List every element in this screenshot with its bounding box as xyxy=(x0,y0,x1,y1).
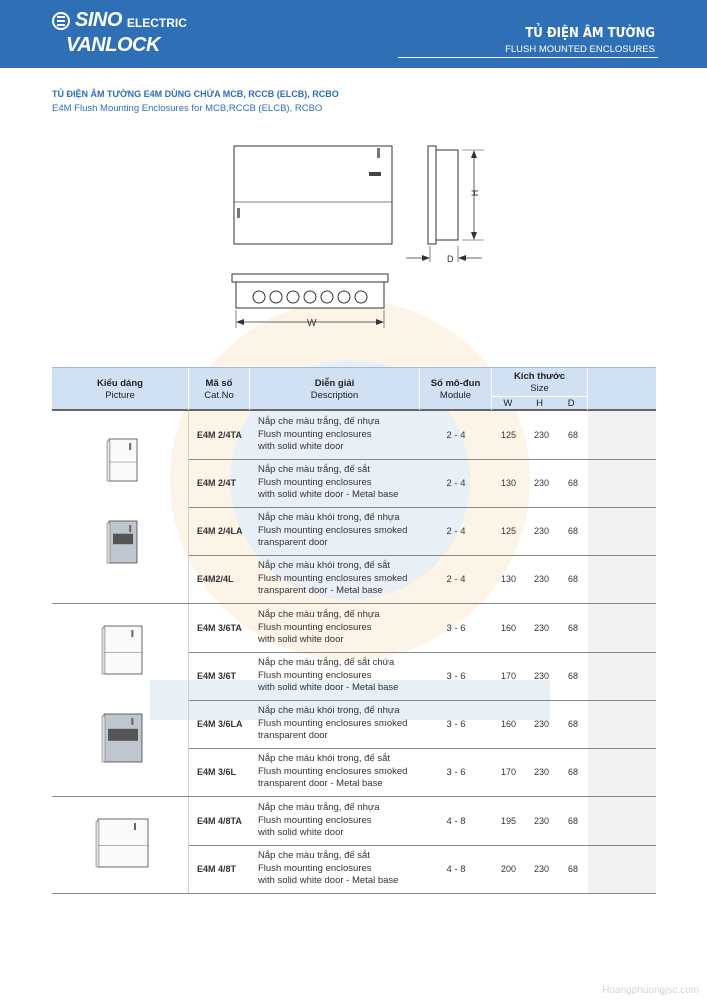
height-cell: 230 xyxy=(533,719,550,729)
description-cell xyxy=(250,797,418,845)
depth-cell: 68 xyxy=(567,526,578,536)
width-cell: 160 xyxy=(500,719,517,729)
cat-no-cell: E4M 2/4T xyxy=(197,478,237,488)
blank-cell xyxy=(588,507,656,555)
table-header xyxy=(52,367,656,411)
header-picture: Kiểu dáng Picture xyxy=(52,368,189,410)
width-cell: 125 xyxy=(500,526,517,536)
product-table xyxy=(52,367,656,894)
description-line: with solid white door - Metal base xyxy=(258,682,399,694)
table-row xyxy=(52,845,656,893)
cat-no-cell: E4M 2/4LA xyxy=(197,526,243,536)
row-separator xyxy=(189,845,656,846)
header-title: TỦ ĐIỆN ÂM TƯỜNG xyxy=(525,26,655,41)
footer-watermark: Hoangphuongjsc.com xyxy=(602,985,699,996)
blank-cell xyxy=(588,411,656,459)
module-cell: 2 - 4 xyxy=(446,477,466,489)
description-line: Flush mounting enclosures xyxy=(258,862,372,874)
description-line: Nắp che màu khói trong, đế sắt xyxy=(258,560,391,572)
module-cell: 3 - 6 xyxy=(446,670,466,682)
module-cell: 2 - 4 xyxy=(446,573,466,585)
width-cell: 170 xyxy=(500,767,517,777)
module-cell: 3 - 6 xyxy=(446,622,466,634)
blank-cell xyxy=(588,748,656,796)
depth-cell: 68 xyxy=(567,719,578,729)
header-size-h: H xyxy=(536,398,543,409)
description-cell xyxy=(250,411,418,459)
depth-cell: 68 xyxy=(567,864,578,874)
description-line: Nắp che màu khói trong, đế nhựa xyxy=(258,705,400,717)
width-cell: 200 xyxy=(500,864,517,874)
description-line: transparent door - Metal base xyxy=(258,585,383,597)
description-line: with solid white door - Metal base xyxy=(258,875,399,887)
module-cell: 3 - 6 xyxy=(446,766,466,778)
page-header xyxy=(0,0,707,68)
depth-cell: 68 xyxy=(567,574,578,584)
description-line: with solid white door xyxy=(258,634,344,646)
description-cell xyxy=(250,459,418,507)
description-line: Nắp che màu trắng, đế sắt xyxy=(258,850,370,862)
table-row xyxy=(52,459,656,507)
description-line: with solid white door - Metal base xyxy=(258,489,399,501)
description-line: transparent door xyxy=(258,537,328,549)
brand-vanlock: VANLOCK xyxy=(66,34,160,56)
description-line: Flush mounting enclosures smoked xyxy=(258,524,408,536)
description-line: with solid white door xyxy=(258,827,344,839)
header-subtitle: FLUSH MOUNTED ENCLOSURES xyxy=(505,44,655,55)
module-cell: 4 - 8 xyxy=(446,815,466,827)
blank-cell xyxy=(588,604,656,652)
dimension-label-h: H xyxy=(469,189,480,197)
row-separator xyxy=(189,459,656,460)
blank-cell xyxy=(588,555,656,603)
depth-cell: 68 xyxy=(567,671,578,681)
description-line: Flush mounting enclosures xyxy=(258,428,372,440)
height-cell: 230 xyxy=(533,816,550,826)
module-cell: 4 - 8 xyxy=(446,863,466,875)
description-line: with solid white door xyxy=(258,441,344,453)
description-line: transparent door xyxy=(258,730,328,742)
header-extra xyxy=(588,368,656,410)
module-cell: 2 - 4 xyxy=(446,525,466,537)
cat-no-cell: E4M 2/4TA xyxy=(197,430,242,440)
brand-electric: ELECTRIC xyxy=(126,15,187,30)
table-row xyxy=(52,652,656,700)
depth-cell: 68 xyxy=(567,767,578,777)
description-cell xyxy=(250,604,418,652)
row-separator xyxy=(189,700,656,701)
description-cell xyxy=(250,555,418,603)
section-subtitle: E4M Flush Mounting Enclosures for MCB,RCCB (ELCB), RCBO xyxy=(52,103,323,114)
row-separator xyxy=(189,555,656,556)
description-cell xyxy=(250,507,418,555)
description-line: Flush mounting enclosures smoked xyxy=(258,572,408,584)
header-description: Diễn giải Description xyxy=(250,368,420,410)
dimension-label-d: D xyxy=(447,254,454,264)
width-cell: 170 xyxy=(500,671,517,681)
description-line: Nắp che màu trắng, đế sắt xyxy=(258,464,370,476)
vanlock-logo xyxy=(66,34,160,57)
description-line: Flush mounting enclosures xyxy=(258,669,372,681)
row-separator xyxy=(189,652,656,653)
technical-drawing xyxy=(0,130,707,340)
header-module: Số mô-đun Module xyxy=(420,368,492,410)
module-cell: 3 - 6 xyxy=(446,718,466,730)
description-line: Nắp che màu trắng, đế sắt chứa xyxy=(258,657,395,669)
cat-no-cell: E4M 4/8TA xyxy=(197,816,242,826)
depth-cell: 68 xyxy=(567,430,578,440)
blank-cell xyxy=(588,797,656,845)
description-line: Nắp che màu khói trong, đế nhựa xyxy=(258,512,400,524)
cat-no-cell: E4M 3/6T xyxy=(197,671,237,681)
description-cell xyxy=(250,845,418,893)
description-line: Nắp che màu khói trong, đế sắt xyxy=(258,753,391,765)
table-row xyxy=(52,748,656,796)
dimension-label-w: W xyxy=(307,318,317,329)
section-title: TỦ ĐIỆN ÂM TƯỜNG E4M DÙNG CHỨA MCB, RCCB (ELCB), RCBO xyxy=(52,89,339,99)
table-group xyxy=(52,411,656,604)
blank-cell xyxy=(588,700,656,748)
cat-no-cell: E4M 3/6TA xyxy=(197,623,242,633)
description-cell xyxy=(250,700,418,748)
table-row xyxy=(52,700,656,748)
height-cell: 230 xyxy=(533,864,550,874)
height-cell: 230 xyxy=(533,767,550,777)
depth-cell: 68 xyxy=(567,623,578,633)
row-separator xyxy=(189,507,656,508)
description-line: transparent door - Metal base xyxy=(258,778,383,790)
header-size-d: D xyxy=(567,398,575,409)
description-line: Nắp che màu trắng, đế nhựa xyxy=(258,416,380,428)
height-cell: 230 xyxy=(533,574,550,584)
header-size-w: W xyxy=(503,398,513,409)
description-line: Flush mounting enclosures xyxy=(258,476,372,488)
width-cell: 125 xyxy=(500,430,517,440)
brand-sino: SINO xyxy=(75,9,122,31)
description-line: Flush mounting enclosures xyxy=(258,621,372,633)
side-view xyxy=(406,146,484,262)
cat-no-cell: E4M 3/6LA xyxy=(197,719,243,729)
height-cell: 230 xyxy=(533,526,550,536)
description-line: Nắp che màu trắng, đế nhựa xyxy=(258,802,380,814)
height-cell: 230 xyxy=(533,478,550,488)
front-view xyxy=(234,146,392,244)
sino-electric-logo xyxy=(52,9,187,32)
sino-logo-icon xyxy=(52,12,70,30)
blank-cell xyxy=(588,459,656,507)
height-cell: 230 xyxy=(533,623,550,633)
description-line: Flush mounting enclosures smoked xyxy=(258,717,408,729)
width-cell: 130 xyxy=(500,574,517,584)
description-cell xyxy=(250,652,418,700)
cat-no-cell: E4M2/4L xyxy=(197,574,234,584)
blank-cell xyxy=(588,652,656,700)
cat-no-cell: E4M 4/8T xyxy=(197,864,237,874)
table-row xyxy=(52,411,656,459)
height-cell: 230 xyxy=(533,671,550,681)
module-cell: 2 - 4 xyxy=(446,429,466,441)
description-line: Flush mounting enclosures smoked xyxy=(258,765,408,777)
table-group xyxy=(52,797,656,894)
height-cell: 230 xyxy=(533,430,550,440)
table-body xyxy=(52,411,656,894)
blank-cell xyxy=(588,845,656,893)
description-line: Flush mounting enclosures xyxy=(258,814,372,826)
depth-cell: 68 xyxy=(567,816,578,826)
row-separator xyxy=(189,748,656,749)
header-divider xyxy=(398,57,658,58)
width-cell: 195 xyxy=(500,816,517,826)
table-row xyxy=(52,507,656,555)
header-size: Kích thước Size W H D xyxy=(492,368,588,410)
table-row xyxy=(52,797,656,845)
depth-cell: 68 xyxy=(567,478,578,488)
table-row xyxy=(52,555,656,603)
width-cell: 130 xyxy=(500,478,517,488)
description-cell xyxy=(250,748,418,796)
description-line: Nắp che màu trắng, đế nhựa xyxy=(258,609,380,621)
header-code: Mã số Cat.No xyxy=(189,368,250,410)
width-cell: 160 xyxy=(500,623,517,633)
table-group xyxy=(52,604,656,797)
cat-no-cell: E4M 3/6L xyxy=(197,767,237,777)
table-row xyxy=(52,604,656,652)
